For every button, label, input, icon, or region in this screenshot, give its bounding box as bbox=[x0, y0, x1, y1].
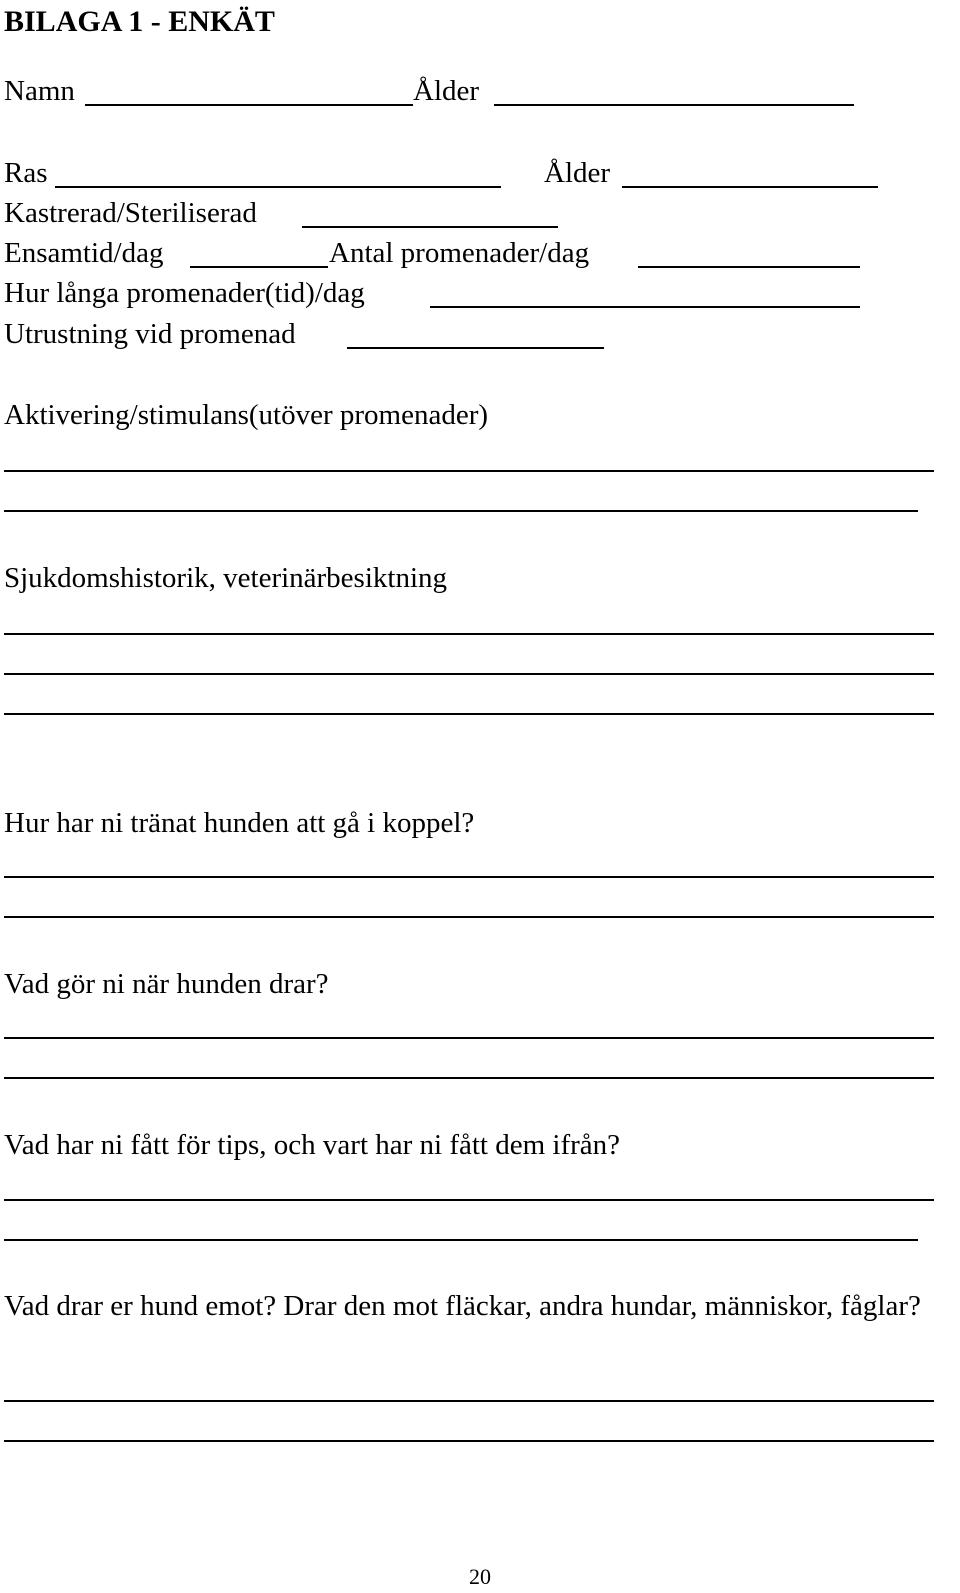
leash-training-answer-line[interactable] bbox=[4, 876, 934, 878]
leash-training-answer-line[interactable] bbox=[4, 916, 934, 918]
dog-age-label: Ålder bbox=[544, 157, 611, 189]
walk-length-answer-line[interactable] bbox=[430, 306, 860, 308]
breed-answer-line[interactable] bbox=[55, 186, 501, 188]
equipment-label: Utrustning vid promenad bbox=[4, 318, 296, 350]
walks-per-day-answer-line[interactable] bbox=[638, 266, 860, 268]
tips-answer-line[interactable] bbox=[4, 1199, 934, 1201]
activation-question: Aktivering/stimulans(utöver promenader) bbox=[4, 399, 489, 431]
health-history-question: Sjukdomshistorik, veterinärbesiktning bbox=[4, 562, 448, 594]
survey-title: BILAGA 1 - ENKÄT bbox=[4, 5, 275, 38]
health-history-answer-line[interactable] bbox=[4, 713, 934, 715]
name-label: Namn bbox=[4, 75, 75, 107]
walks-per-day-label: Antal promenader/dag bbox=[329, 237, 590, 269]
leash-training-question: Hur har ni tränat hunden att gå i koppel? bbox=[4, 807, 475, 839]
pulling-response-answer-line[interactable] bbox=[4, 1037, 934, 1039]
page-number: 20 bbox=[469, 1564, 491, 1589]
neutered-answer-line[interactable] bbox=[302, 226, 558, 228]
pulling-response-answer-line[interactable] bbox=[4, 1077, 934, 1079]
neutered-label: Kastrerad/Steriliserad bbox=[4, 197, 257, 229]
alone-time-label: Ensamtid/dag bbox=[4, 237, 164, 269]
tips-answer-line[interactable] bbox=[4, 1239, 918, 1241]
equipment-answer-line[interactable] bbox=[347, 347, 604, 349]
pulling-response-question: Vad gör ni när hunden drar? bbox=[4, 968, 329, 1000]
pulling-triggers-question: Vad drar er hund emot? Drar den mot fläckar, andra hundar, människor, fåglar? bbox=[4, 1290, 921, 1322]
pulling-triggers-answer-line[interactable] bbox=[4, 1400, 934, 1402]
owner-age-label: Ålder bbox=[413, 75, 480, 107]
alone-time-answer-line[interactable] bbox=[190, 266, 328, 268]
owner-age-answer-line[interactable] bbox=[494, 104, 854, 106]
activation-answer-line[interactable] bbox=[4, 470, 934, 472]
health-history-answer-line[interactable] bbox=[4, 633, 934, 635]
breed-label: Ras bbox=[4, 157, 48, 189]
health-history-answer-line[interactable] bbox=[4, 673, 934, 675]
pulling-triggers-answer-line[interactable] bbox=[4, 1440, 934, 1442]
tips-question: Vad har ni fått för tips, och vart har ni fått dem ifrån? bbox=[4, 1129, 621, 1161]
walk-length-label: Hur långa promenader(tid)/dag bbox=[4, 277, 365, 309]
name-answer-line[interactable] bbox=[85, 104, 413, 106]
dog-age-answer-line[interactable] bbox=[622, 186, 878, 188]
activation-answer-line[interactable] bbox=[4, 510, 918, 512]
